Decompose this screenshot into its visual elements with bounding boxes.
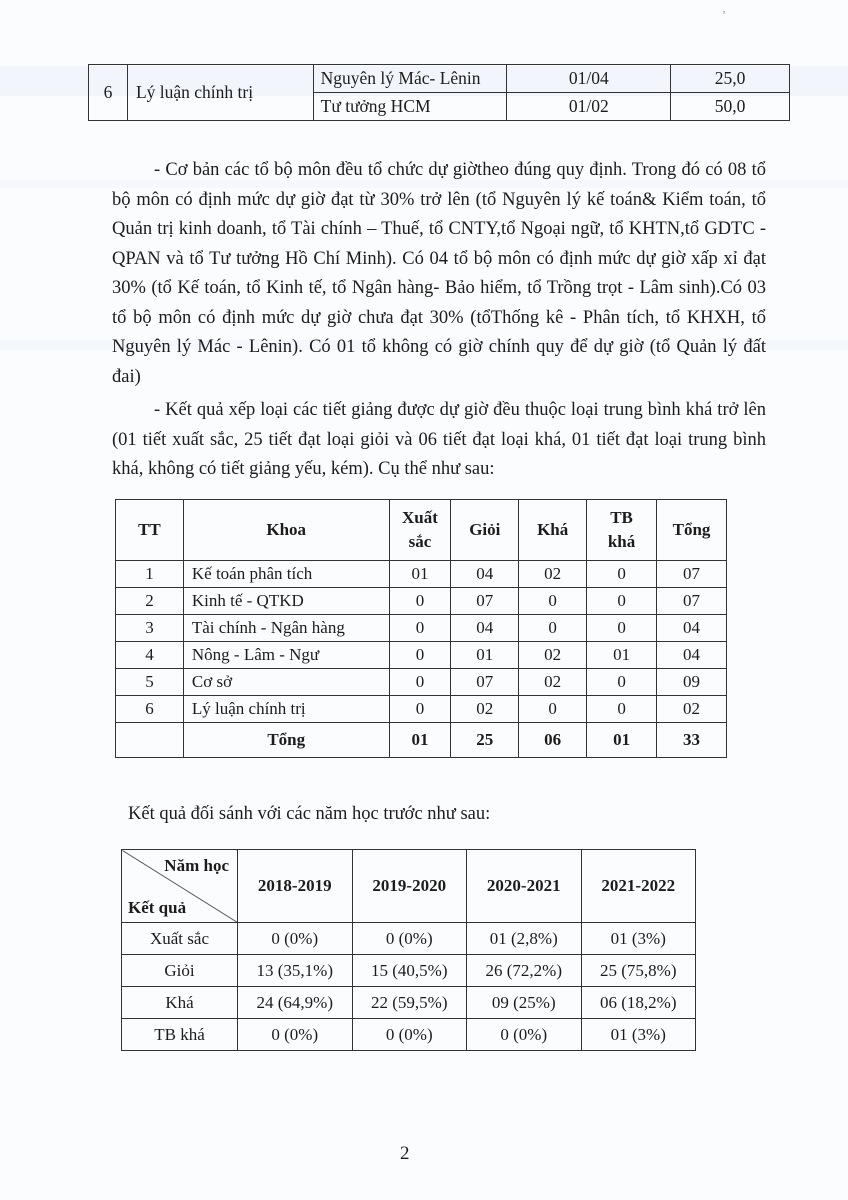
count-cell: 0 bbox=[389, 669, 451, 696]
total-cell: 33 bbox=[657, 723, 727, 758]
percent-cell: 50,0 bbox=[671, 93, 790, 121]
table-row bbox=[116, 615, 727, 642]
header-average-fair bbox=[587, 500, 657, 561]
year-value-cell: 01 (3%) bbox=[581, 923, 696, 955]
total-cell: 06 bbox=[519, 723, 587, 758]
paragraph-text: - Cơ bản các tổ bộ môn đều tổ chức dự giờtheo đúng quy định. Trong đó có 08 tổ bộ môn có định mức dự giờ đạt từ 30% trở lên (tổ Nguyên lý kế toán& Kiểm toán, tổ Quản trị kinh doanh, tổ Tài chính – Thuế, tổ CNTY,tổ Ngoại ngữ, tổ KHTN,tổ GDTC - QPAN và tổ Tư tưởng Hồ Chí Minh). Có 04 tổ bộ môn có định mức dự giờ xấp xỉ đạt 30% (tổ Kế toán, tổ Kinh tế, tổ Ngân hàng- Bảo hiểm, tổ Trồng trọt - Lâm sinh).Có 03 tổ bộ môn có định mức dự giờ chưa đạt 30% (tổThống kê - Phân tích, tổ KHXH, tổ Nguyên lý Mác - Lênin). Có 01 tổ không có giờ chính quy để dự giờ (tổ Quản lý đất đai) bbox=[112, 160, 766, 387]
year-value-cell: 25 (75,8%) bbox=[581, 955, 696, 987]
count-cell: 04 bbox=[451, 561, 519, 588]
comparison-table bbox=[121, 849, 696, 1051]
corner-bottom-label: Kết quả bbox=[128, 898, 187, 917]
count-cell: 02 bbox=[519, 642, 587, 669]
row-number: 3 bbox=[116, 615, 184, 642]
year-header: 2021-2022 bbox=[581, 850, 696, 923]
count-cell: 0 bbox=[587, 588, 657, 615]
table-row bbox=[122, 1019, 696, 1051]
header-text: TB khá bbox=[607, 508, 636, 551]
count-cell: 0 bbox=[389, 588, 451, 615]
year-value-cell: 24 (64,9%) bbox=[238, 987, 353, 1019]
scan-mark: ʼ bbox=[722, 8, 726, 22]
faculty-name: Lý luận chính trị bbox=[183, 696, 389, 723]
year-value-cell: 0 (0%) bbox=[238, 1019, 353, 1051]
table-row bbox=[116, 561, 727, 588]
table-row bbox=[89, 65, 790, 93]
header-excellent bbox=[389, 500, 451, 561]
total-label: Tổng bbox=[183, 723, 389, 758]
count-cell: 0 bbox=[389, 642, 451, 669]
faculty-name: Kinh tế - QTKD bbox=[183, 588, 389, 615]
year-value-cell: 0 (0%) bbox=[352, 1019, 467, 1051]
count-cell: 07 bbox=[657, 561, 727, 588]
row-number: 6 bbox=[116, 696, 184, 723]
year-value-cell: 26 (72,2%) bbox=[467, 955, 582, 987]
count-cell: 01 bbox=[451, 642, 519, 669]
year-header: 2019-2020 bbox=[352, 850, 467, 923]
count-cell: 0 bbox=[587, 696, 657, 723]
result-category: Xuất sắc bbox=[122, 923, 238, 955]
count-cell: 0 bbox=[519, 615, 587, 642]
ratio-cell: 01/04 bbox=[507, 65, 671, 93]
total-cell: 25 bbox=[451, 723, 519, 758]
result-category: TB khá bbox=[122, 1019, 238, 1051]
count-cell: 0 bbox=[389, 696, 451, 723]
year-value-cell: 15 (40,5%) bbox=[352, 955, 467, 987]
top-table-fragment bbox=[88, 64, 790, 121]
table-row bbox=[122, 987, 696, 1019]
year-value-cell: 13 (35,1%) bbox=[238, 955, 353, 987]
table-row bbox=[122, 955, 696, 987]
paragraph-text: - Kết quả xếp loại các tiết giảng được dự giờ đều thuộc loại trung bình khá trở lên (01 tiết xuất sắc, 25 tiết đạt loại giỏi và 06 tiết đạt loại khá, 01 tiết đạt loại trung bình khá, không có tiết giảng yếu, kém). Cụ thể như sau: bbox=[112, 400, 766, 479]
count-cell: 02 bbox=[451, 696, 519, 723]
table-row bbox=[116, 642, 727, 669]
year-header: 2018-2019 bbox=[238, 850, 353, 923]
faculty-name: Nông - Lâm - Ngư bbox=[183, 642, 389, 669]
table-header-row bbox=[122, 850, 696, 923]
percent-cell: 25,0 bbox=[671, 65, 790, 93]
results-by-faculty-table bbox=[115, 499, 727, 758]
year-value-cell: 0 (0%) bbox=[352, 923, 467, 955]
count-cell: 04 bbox=[657, 615, 727, 642]
table-row bbox=[116, 588, 727, 615]
ratio-cell: 01/02 bbox=[507, 93, 671, 121]
result-category: Khá bbox=[122, 987, 238, 1019]
paragraph-subject-groups bbox=[112, 156, 766, 392]
faculty-name: Lý luận chính trị bbox=[127, 65, 313, 121]
row-number: 1 bbox=[116, 561, 184, 588]
count-cell: 0 bbox=[587, 615, 657, 642]
header-fair: Khá bbox=[519, 500, 587, 561]
page-number: 2 bbox=[400, 1143, 410, 1164]
empty-cell bbox=[116, 723, 184, 758]
count-cell: 0 bbox=[389, 615, 451, 642]
year-header: 2020-2021 bbox=[467, 850, 582, 923]
table-row bbox=[122, 923, 696, 955]
corner-header bbox=[122, 850, 238, 923]
result-category: Giỏi bbox=[122, 955, 238, 987]
year-value-cell: 09 (25%) bbox=[467, 987, 582, 1019]
group-name: Nguyên lý Mác- Lênin bbox=[313, 65, 507, 93]
count-cell: 09 bbox=[657, 669, 727, 696]
count-cell: 01 bbox=[587, 642, 657, 669]
count-cell: 04 bbox=[657, 642, 727, 669]
total-cell: 01 bbox=[587, 723, 657, 758]
count-cell: 04 bbox=[451, 615, 519, 642]
header-text: Xuất sắc bbox=[402, 508, 438, 551]
year-value-cell: 22 (59,5%) bbox=[352, 987, 467, 1019]
count-cell: 0 bbox=[519, 696, 587, 723]
total-row bbox=[116, 723, 727, 758]
year-value-cell: 0 (0%) bbox=[238, 923, 353, 955]
row-number: 2 bbox=[116, 588, 184, 615]
count-cell: 07 bbox=[451, 669, 519, 696]
count-cell: 0 bbox=[587, 561, 657, 588]
header-total: Tổng bbox=[657, 500, 727, 561]
faculty-name: Kế toán phân tích bbox=[183, 561, 389, 588]
paragraph-comparison-intro: Kết quả đối sánh với các năm học trước như sau: bbox=[128, 804, 491, 824]
faculty-name: Cơ sở bbox=[183, 669, 389, 696]
count-cell: 02 bbox=[657, 696, 727, 723]
row-number: 4 bbox=[116, 642, 184, 669]
count-cell: 07 bbox=[451, 588, 519, 615]
count-cell: 0 bbox=[519, 588, 587, 615]
table-row bbox=[116, 669, 727, 696]
year-value-cell: 06 (18,2%) bbox=[581, 987, 696, 1019]
count-cell: 07 bbox=[657, 588, 727, 615]
row-number: 5 bbox=[116, 669, 184, 696]
corner-top-label: Năm học bbox=[164, 856, 229, 875]
header-tt: TT bbox=[116, 500, 184, 561]
count-cell: 02 bbox=[519, 561, 587, 588]
count-cell: 02 bbox=[519, 669, 587, 696]
table-header-row bbox=[116, 500, 727, 561]
table-row bbox=[116, 696, 727, 723]
paragraph-results bbox=[112, 396, 766, 485]
count-cell: 0 bbox=[587, 669, 657, 696]
group-name: Tư tưởng HCM bbox=[313, 93, 507, 121]
year-value-cell: 01 (3%) bbox=[581, 1019, 696, 1051]
faculty-name: Tài chính - Ngân hàng bbox=[183, 615, 389, 642]
row-number: 6 bbox=[89, 65, 128, 121]
count-cell: 01 bbox=[389, 561, 451, 588]
header-good: Giỏi bbox=[451, 500, 519, 561]
header-faculty: Khoa bbox=[183, 500, 389, 561]
year-value-cell: 01 (2,8%) bbox=[467, 923, 582, 955]
total-cell: 01 bbox=[389, 723, 451, 758]
year-value-cell: 0 (0%) bbox=[467, 1019, 582, 1051]
